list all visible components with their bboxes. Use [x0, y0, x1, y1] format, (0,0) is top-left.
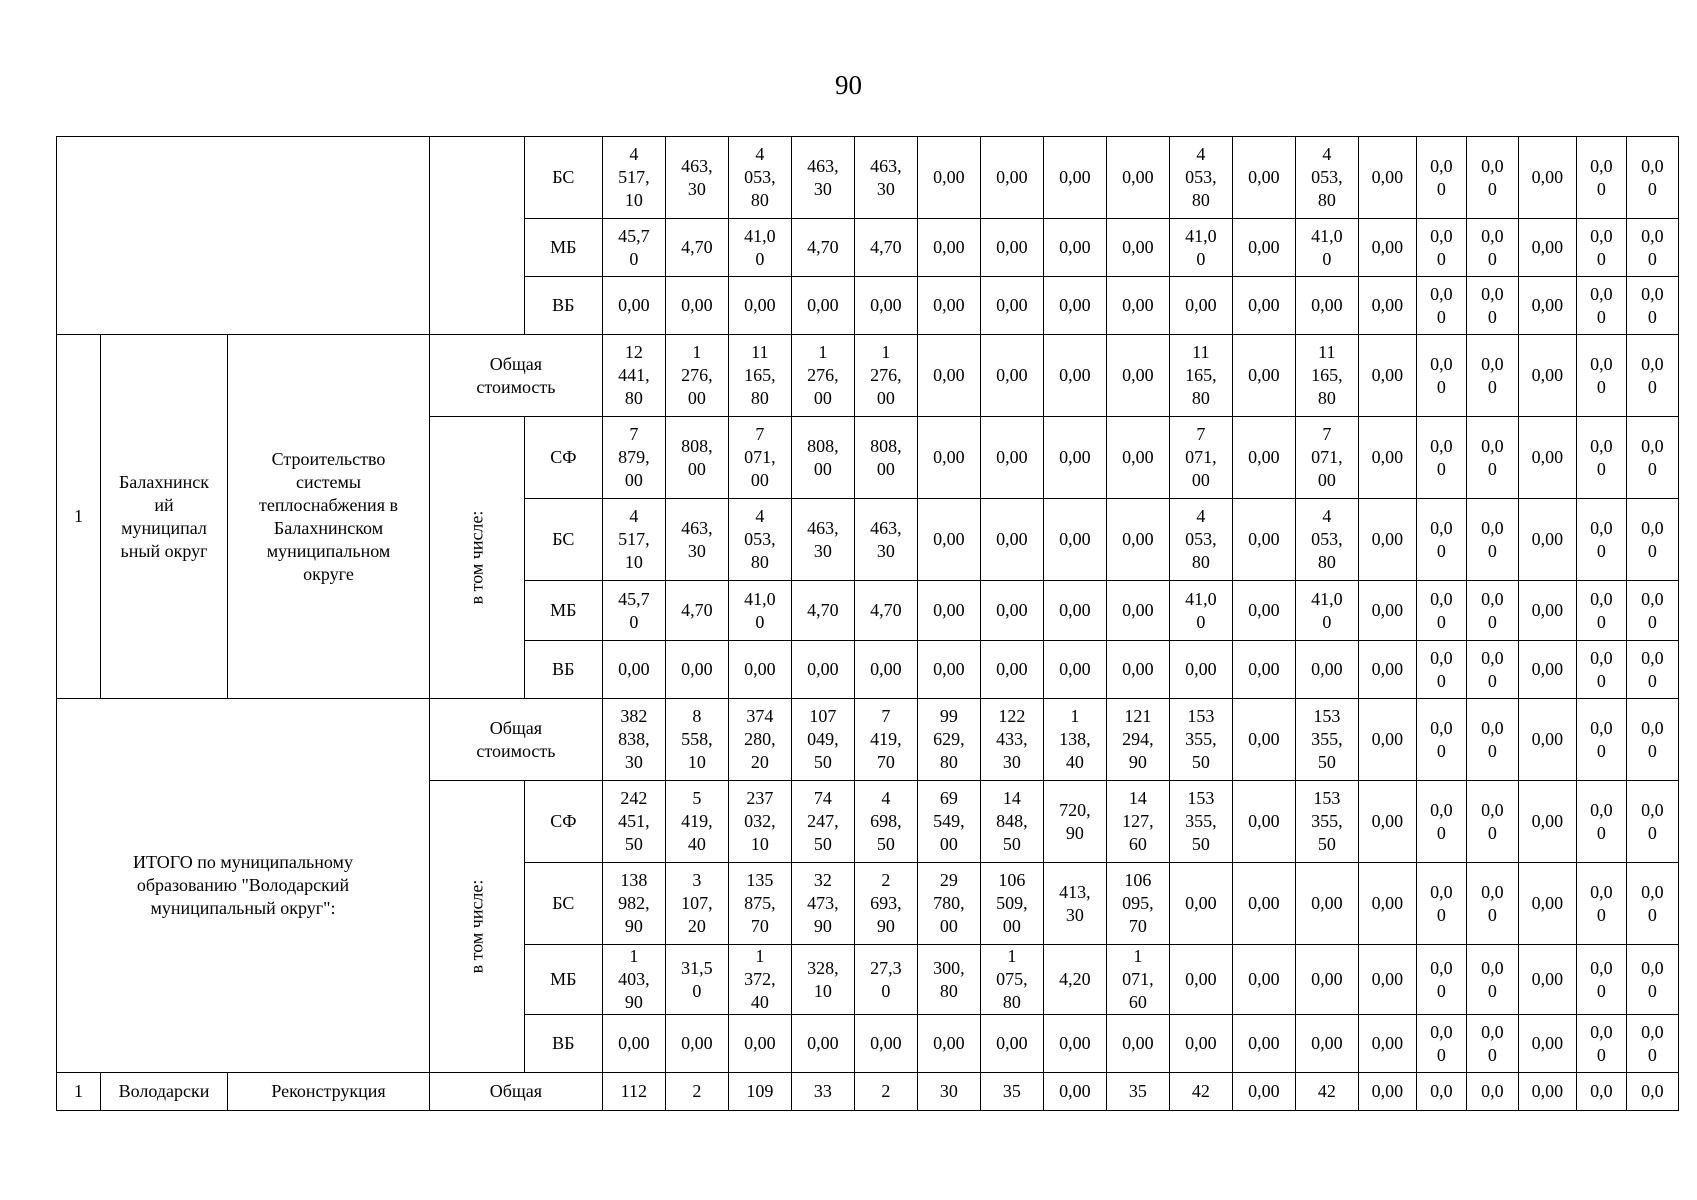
value-cell: 0,0 0 [1416, 219, 1466, 277]
value-cell: 0,0 0 [1466, 137, 1518, 219]
value-cell: 0,00 [1358, 863, 1416, 945]
value-cell: 0,0 0 [1576, 781, 1626, 863]
funding-source-label: СФ [524, 781, 602, 863]
page-number: 90 [835, 70, 862, 100]
value-cell: 0,00 [1518, 581, 1576, 641]
value-cell: 1 138, 40 [1043, 699, 1106, 781]
value-cell: 4 517, 10 [602, 137, 665, 219]
municipality-name: Володарски [101, 1073, 228, 1111]
value-cell: 109 [728, 1073, 791, 1111]
value-cell: 0,00 [917, 137, 980, 219]
value-cell: 328, 10 [791, 945, 854, 1015]
row-index: 1 [57, 1073, 101, 1111]
value-cell: 0,00 [854, 277, 917, 335]
value-cell: 0,00 [980, 1015, 1043, 1073]
value-cell: 99 629, 80 [917, 699, 980, 781]
value-cell: 0,00 [917, 277, 980, 335]
value-cell: 0,0 0 [1416, 945, 1466, 1015]
value-cell: 0,0 0 [1626, 641, 1678, 699]
total-cost-label: Общая [430, 1073, 603, 1111]
value-cell: 413, 30 [1043, 863, 1106, 945]
value-cell: 0,00 [1358, 499, 1416, 581]
value-cell: 0,0 0 [1466, 219, 1518, 277]
value-cell: 0,0 0 [1466, 581, 1518, 641]
value-cell: 0,0 0 [1576, 945, 1626, 1015]
value-cell: 0,0 0 [1416, 277, 1466, 335]
value-cell: 0,0 0 [1626, 945, 1678, 1015]
value-cell: 0,0 0 [1576, 499, 1626, 581]
value-cell: 0,0 0 [1626, 863, 1678, 945]
value-cell: 0,00 [1169, 863, 1232, 945]
value-cell: 4,70 [791, 581, 854, 641]
value-cell: 4,70 [665, 581, 728, 641]
value-cell: 106 509, 00 [980, 863, 1043, 945]
value-cell: 0,00 [1043, 499, 1106, 581]
value-cell: 0,00 [1232, 945, 1295, 1015]
value-cell: 12 441, 80 [602, 335, 665, 417]
value-cell: 0,0 0 [1416, 863, 1466, 945]
value-cell: 0,00 [1358, 945, 1416, 1015]
value-cell: 0,0 0 [1626, 417, 1678, 499]
value-cell: 0,00 [728, 277, 791, 335]
value-cell: 0,0 0 [1576, 1015, 1626, 1073]
value-cell: 14 127, 60 [1106, 781, 1169, 863]
value-cell: 0,00 [1518, 417, 1576, 499]
value-cell: 0,0 0 [1466, 1015, 1518, 1073]
funding-source-label: ВБ [524, 1015, 602, 1073]
value-cell: 11 165, 80 [1169, 335, 1232, 417]
value-cell: 0,00 [1106, 581, 1169, 641]
value-cell: 0,0 0 [1466, 699, 1518, 781]
table-row [57, 1073, 1679, 1111]
funding-source-label: МБ [524, 581, 602, 641]
value-cell: 0,00 [854, 641, 917, 699]
value-cell: 29 780, 00 [917, 863, 980, 945]
value-cell: 153 355, 50 [1169, 699, 1232, 781]
value-cell: 0,00 [1232, 417, 1295, 499]
value-cell: 0,00 [1232, 335, 1295, 417]
value-cell: 0,0 [1576, 1073, 1626, 1111]
value-cell: 0,00 [1518, 277, 1576, 335]
value-cell: 42 [1295, 1073, 1358, 1111]
value-cell: 0,00 [791, 1015, 854, 1073]
total-cost-label: Общая стоимость [430, 699, 603, 781]
value-cell: 0,00 [1358, 1015, 1416, 1073]
value-cell: 0,0 0 [1466, 499, 1518, 581]
value-cell: 0,0 0 [1466, 781, 1518, 863]
value-cell: 35 [1106, 1073, 1169, 1111]
value-cell: 153 355, 50 [1295, 699, 1358, 781]
value-cell: 1 276, 00 [854, 335, 917, 417]
funding-source-label: МБ [524, 219, 602, 277]
value-cell: 0,00 [917, 499, 980, 581]
value-cell: 0,00 [1518, 641, 1576, 699]
value-cell: 0,00 [1358, 581, 1416, 641]
value-cell: 0,00 [1106, 335, 1169, 417]
value-cell: 2 693, 90 [854, 863, 917, 945]
value-cell: 0,00 [1043, 417, 1106, 499]
value-cell: 0,00 [1518, 1073, 1576, 1111]
value-cell: 0,00 [1043, 219, 1106, 277]
value-cell: 0,00 [1358, 417, 1416, 499]
value-cell: 41,0 0 [1295, 581, 1358, 641]
value-cell: 27,3 0 [854, 945, 917, 1015]
value-cell: 0,0 0 [1626, 699, 1678, 781]
municipality-name: Балахнинск ий муниципал ьный округ [101, 335, 228, 699]
value-cell: 0,0 0 [1576, 581, 1626, 641]
value-cell: 0,00 [1169, 641, 1232, 699]
value-cell: 1 075, 80 [980, 945, 1043, 1015]
value-cell: 4 053, 80 [1295, 137, 1358, 219]
value-cell: 463, 30 [854, 137, 917, 219]
value-cell: 0,00 [1358, 137, 1416, 219]
value-cell: 14 848, 50 [980, 781, 1043, 863]
value-cell: 4,70 [854, 581, 917, 641]
value-cell: 41,0 0 [728, 219, 791, 277]
value-cell: 0,00 [1232, 1015, 1295, 1073]
value-cell: 0,00 [1169, 1015, 1232, 1073]
value-cell: 0,00 [980, 137, 1043, 219]
value-cell: 0,00 [1232, 863, 1295, 945]
value-cell: 0,0 0 [1576, 137, 1626, 219]
value-cell: 0,0 0 [1626, 219, 1678, 277]
value-cell: 0,00 [1232, 581, 1295, 641]
value-cell: 0,00 [1232, 1073, 1295, 1111]
value-cell: 0,0 0 [1466, 417, 1518, 499]
value-cell: 0,0 0 [1416, 581, 1466, 641]
value-cell: 0,00 [1518, 137, 1576, 219]
value-cell: 42 [1169, 1073, 1232, 1111]
value-cell: 0,00 [854, 1015, 917, 1073]
value-cell: 0,00 [917, 581, 980, 641]
value-cell: 0,00 [1518, 499, 1576, 581]
value-cell: 7 071, 00 [1169, 417, 1232, 499]
value-cell: 300, 80 [917, 945, 980, 1015]
funding-source-label: БС [524, 863, 602, 945]
value-cell: 0,0 0 [1416, 335, 1466, 417]
value-cell: 7 879, 00 [602, 417, 665, 499]
value-cell: 0,00 [980, 641, 1043, 699]
value-cell: 0,00 [602, 1015, 665, 1073]
value-cell: 69 549, 00 [917, 781, 980, 863]
value-cell: 4 053, 80 [728, 499, 791, 581]
value-cell: 2 [665, 1073, 728, 1111]
value-cell: 1 276, 00 [791, 335, 854, 417]
value-cell: 0,00 [1518, 1015, 1576, 1073]
value-cell: 0,00 [980, 277, 1043, 335]
value-cell: 463, 30 [854, 499, 917, 581]
value-cell: 0,00 [1043, 335, 1106, 417]
value-cell: 720, 90 [1043, 781, 1106, 863]
value-cell: 0,00 [1043, 641, 1106, 699]
value-cell: 8 558, 10 [665, 699, 728, 781]
included-label [430, 781, 525, 1073]
value-cell: 7 071, 00 [1295, 417, 1358, 499]
value-cell: 0,0 0 [1626, 335, 1678, 417]
value-cell: 4,70 [665, 219, 728, 277]
budget-table [56, 136, 1679, 1111]
value-cell: 0,00 [1518, 219, 1576, 277]
continued-incl-cell [430, 137, 525, 335]
continued-description-cell [57, 137, 430, 335]
value-cell: 0,00 [980, 335, 1043, 417]
value-cell: 0,0 [1416, 1073, 1466, 1111]
value-cell: 0,00 [917, 219, 980, 277]
value-cell: 7 419, 70 [854, 699, 917, 781]
value-cell: 0,00 [1518, 781, 1576, 863]
value-cell: 0,00 [1518, 945, 1576, 1015]
project-name: Реконструкция [228, 1073, 430, 1111]
value-cell: 0,00 [1232, 137, 1295, 219]
value-cell: 0,0 0 [1576, 641, 1626, 699]
value-cell: 0,0 0 [1626, 581, 1678, 641]
value-cell: 0,00 [728, 641, 791, 699]
value-cell: 0,00 [728, 1015, 791, 1073]
value-cell: 0,00 [1358, 219, 1416, 277]
value-cell: 107 049, 50 [791, 699, 854, 781]
value-cell: 0,00 [665, 1015, 728, 1073]
value-cell: 135 875, 70 [728, 863, 791, 945]
value-cell: 112 [602, 1073, 665, 1111]
value-cell: 122 433, 30 [980, 699, 1043, 781]
value-cell: 0,0 0 [1416, 417, 1466, 499]
value-cell: 45,7 0 [602, 581, 665, 641]
value-cell: 242 451, 50 [602, 781, 665, 863]
included-label-text: в том числе: [466, 879, 487, 974]
value-cell: 0,0 0 [1416, 699, 1466, 781]
value-cell: 33 [791, 1073, 854, 1111]
value-cell: 35 [980, 1073, 1043, 1111]
value-cell: 0,00 [791, 277, 854, 335]
value-cell: 0,00 [1169, 945, 1232, 1015]
value-cell: 0,00 [1043, 1073, 1106, 1111]
value-cell: 0,0 0 [1416, 499, 1466, 581]
value-cell: 0,0 0 [1576, 699, 1626, 781]
value-cell: 0,00 [1518, 863, 1576, 945]
value-cell: 0,00 [917, 417, 980, 499]
total-cost-label: Общая стоимость [430, 335, 603, 417]
value-cell: 45,7 0 [602, 219, 665, 277]
value-cell: 0,00 [1232, 499, 1295, 581]
value-cell: 1 372, 40 [728, 945, 791, 1015]
value-cell: 7 071, 00 [728, 417, 791, 499]
value-cell: 0,00 [1106, 219, 1169, 277]
funding-source-label: СФ [524, 417, 602, 499]
value-cell: 0,0 [1466, 1073, 1518, 1111]
row-index: 1 [57, 335, 101, 699]
value-cell: 5 419, 40 [665, 781, 728, 863]
value-cell: 0,00 [1232, 641, 1295, 699]
value-cell: 0,00 [1043, 1015, 1106, 1073]
value-cell: 0,00 [665, 277, 728, 335]
value-cell: 0,0 0 [1626, 499, 1678, 581]
value-cell: 4,20 [1043, 945, 1106, 1015]
value-cell: 153 355, 50 [1295, 781, 1358, 863]
value-cell: 0,0 0 [1466, 641, 1518, 699]
value-cell: 0,0 0 [1466, 863, 1518, 945]
value-cell: 41,0 0 [1169, 581, 1232, 641]
value-cell: 30 [917, 1073, 980, 1111]
value-cell: 0,00 [1169, 277, 1232, 335]
value-cell: 1 403, 90 [602, 945, 665, 1015]
value-cell: 0,00 [1295, 945, 1358, 1015]
value-cell: 0,0 0 [1626, 1015, 1678, 1073]
value-cell: 4 053, 80 [728, 137, 791, 219]
value-cell: 0,00 [1295, 863, 1358, 945]
value-cell: 0,0 [1626, 1073, 1678, 1111]
value-cell: 4 053, 80 [1169, 137, 1232, 219]
value-cell: 153 355, 50 [1169, 781, 1232, 863]
value-cell: 106 095, 70 [1106, 863, 1169, 945]
value-cell: 0,0 0 [1576, 417, 1626, 499]
value-cell: 0,00 [602, 277, 665, 335]
value-cell: 3 107, 20 [665, 863, 728, 945]
value-cell: 0,00 [1232, 781, 1295, 863]
value-cell: 0,00 [1358, 641, 1416, 699]
value-cell: 0,0 0 [1576, 335, 1626, 417]
value-cell: 0,00 [1106, 137, 1169, 219]
funding-source-label: БС [524, 137, 602, 219]
value-cell: 237 032, 10 [728, 781, 791, 863]
value-cell: 121 294, 90 [1106, 699, 1169, 781]
value-cell: 0,00 [1358, 335, 1416, 417]
value-cell: 0,00 [1358, 1073, 1416, 1111]
value-cell: 0,00 [1295, 641, 1358, 699]
value-cell: 32 473, 90 [791, 863, 854, 945]
value-cell: 138 982, 90 [602, 863, 665, 945]
value-cell: 382 838, 30 [602, 699, 665, 781]
value-cell: 4,70 [854, 219, 917, 277]
funding-source-label: ВБ [524, 277, 602, 335]
funding-source-label: БС [524, 499, 602, 581]
value-cell: 463, 30 [665, 137, 728, 219]
value-cell: 0,00 [917, 335, 980, 417]
value-cell: 0,00 [1232, 277, 1295, 335]
value-cell: 1 276, 00 [665, 335, 728, 417]
value-cell: 0,0 0 [1416, 1015, 1466, 1073]
table-row [57, 335, 1679, 417]
value-cell: 0,00 [1518, 699, 1576, 781]
value-cell: 463, 30 [791, 499, 854, 581]
value-cell: 0,0 0 [1576, 277, 1626, 335]
value-cell: 808, 00 [665, 417, 728, 499]
value-cell: 0,0 0 [1416, 781, 1466, 863]
funding-source-label: МБ [524, 945, 602, 1015]
value-cell: 41,0 0 [1295, 219, 1358, 277]
value-cell: 0,0 0 [1466, 335, 1518, 417]
value-cell: 0,00 [980, 581, 1043, 641]
value-cell: 0,00 [1043, 277, 1106, 335]
value-cell: 0,00 [1106, 1015, 1169, 1073]
value-cell: 0,0 0 [1576, 863, 1626, 945]
value-cell: 0,0 0 [1466, 277, 1518, 335]
value-cell: 4 053, 80 [1295, 499, 1358, 581]
value-cell: 0,0 0 [1416, 641, 1466, 699]
value-cell: 0,00 [1106, 499, 1169, 581]
funding-source-label: ВБ [524, 641, 602, 699]
value-cell: 0,00 [980, 499, 1043, 581]
value-cell: 0,00 [1358, 699, 1416, 781]
value-cell: 11 165, 80 [728, 335, 791, 417]
value-cell: 4,70 [791, 219, 854, 277]
value-cell: 0,00 [1106, 417, 1169, 499]
value-cell: 463, 30 [791, 137, 854, 219]
value-cell: 4 053, 80 [1169, 499, 1232, 581]
value-cell: 0,00 [602, 641, 665, 699]
total-title: ИТОГО по муниципальному образованию "Володарский муниципальный округ": [57, 699, 430, 1073]
value-cell: 41,0 0 [728, 581, 791, 641]
value-cell: 463, 30 [665, 499, 728, 581]
value-cell: 2 [854, 1073, 917, 1111]
value-cell: 0,00 [980, 219, 1043, 277]
value-cell: 4 698, 50 [854, 781, 917, 863]
table-row [57, 699, 1679, 781]
value-cell: 0,0 0 [1466, 945, 1518, 1015]
value-cell: 0,00 [665, 641, 728, 699]
table-row [57, 137, 1679, 219]
value-cell: 0,00 [1106, 277, 1169, 335]
value-cell: 0,0 0 [1416, 137, 1466, 219]
value-cell: 0,00 [1232, 699, 1295, 781]
value-cell: 74 247, 50 [791, 781, 854, 863]
value-cell: 0,00 [1358, 277, 1416, 335]
project-name: Строительство системы теплоснабжения в Балахнинском муниципальном округе [228, 335, 430, 699]
value-cell: 0,00 [1043, 581, 1106, 641]
value-cell: 4 517, 10 [602, 499, 665, 581]
value-cell: 11 165, 80 [1295, 335, 1358, 417]
value-cell: 0,00 [1106, 641, 1169, 699]
value-cell: 0,00 [1295, 277, 1358, 335]
value-cell: 808, 00 [791, 417, 854, 499]
value-cell: 374 280, 20 [728, 699, 791, 781]
value-cell: 0,00 [1043, 137, 1106, 219]
value-cell: 0,0 0 [1626, 781, 1678, 863]
value-cell: 0,0 0 [1626, 277, 1678, 335]
value-cell: 0,00 [1518, 335, 1576, 417]
value-cell: 0,00 [1232, 219, 1295, 277]
value-cell: 0,0 0 [1576, 219, 1626, 277]
value-cell: 0,0 0 [1626, 137, 1678, 219]
value-cell: 1 071, 60 [1106, 945, 1169, 1015]
value-cell: 808, 00 [854, 417, 917, 499]
value-cell: 0,00 [791, 641, 854, 699]
value-cell: 0,00 [917, 641, 980, 699]
value-cell: 0,00 [980, 417, 1043, 499]
value-cell: 41,0 0 [1169, 219, 1232, 277]
included-label [430, 417, 525, 699]
value-cell: 0,00 [917, 1015, 980, 1073]
value-cell: 0,00 [1295, 1015, 1358, 1073]
value-cell: 31,5 0 [665, 945, 728, 1015]
value-cell: 0,00 [1358, 781, 1416, 863]
included-label-text: в том числе: [466, 510, 487, 605]
